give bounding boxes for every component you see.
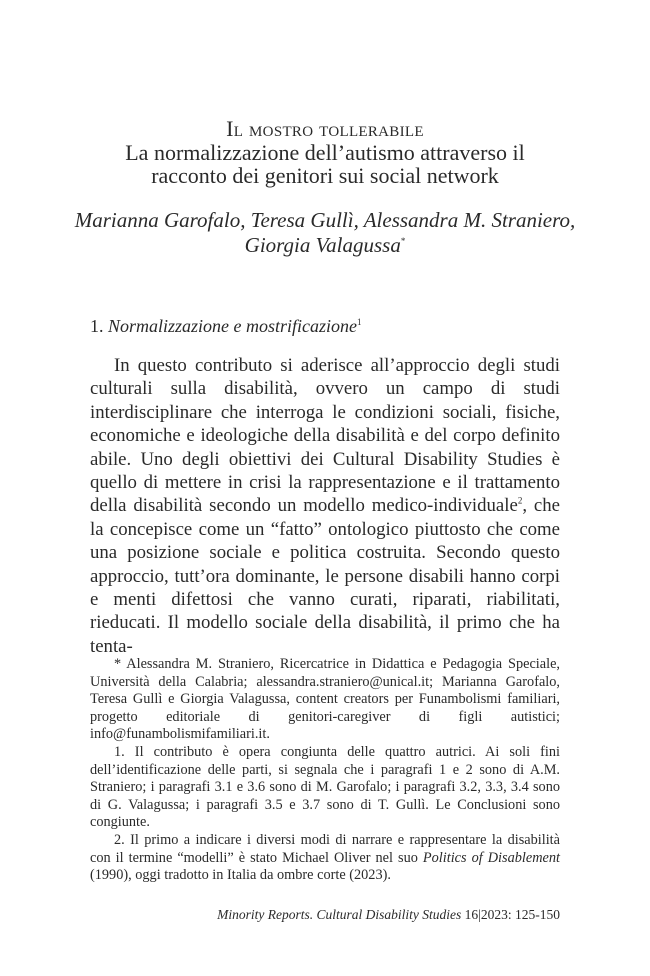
footnotes (90, 656, 560, 885)
body-footnote-mark: 2 (517, 496, 523, 507)
section-number: 1. (90, 316, 104, 336)
section-footnote-mark: 1 (357, 317, 362, 327)
footnote-author-affiliation: * Alessandra M. Straniero, Ricercatrice in Didattica e Pedagogia Speciale, Università della Calabria; alessandra.straniero@unical.it; Marianna Garofalo, Teresa Gullì e Giorgia Valagussa, content creators per Funambolismi familiari, progetto editoriale di genitori-caregiver di figli autistici; info@funambolismifamiliari.it. (90, 656, 560, 743)
author-list (0, 208, 650, 258)
authors-line-2 (0, 233, 650, 258)
section-title: Normalizzazione e mostrificazione (108, 316, 358, 336)
body-text-part-1: In questo contributo si aderisce all’approccio degli studi culturali sulla disabilità, ovvero un campo di studi interdisciplinare che interroga le condizioni sociali, fisiche, economiche e ideologiche della disabilità e del corpo definito abile. Uno degli obiettivi dei Cultural Disability Studies è quello di mettere in crisi la rappresentazione e il trattamento della disabilità secondo un modello medico-individuale (90, 355, 560, 517)
footnote-2-text-b: (1990), oggi tradotto in Italia da ombre corte (2023). (90, 867, 391, 884)
section-heading (90, 316, 362, 337)
article-subtitle-line-2: racconto dei genitori sui social network (151, 163, 499, 188)
footnote-1: 1. Il contributo è opera congiunta delle quattro autrici. Ai soli fini dell’identificazione delle parti, si segnala che i paragrafi 1 e 2 sono di A.M. Straniero; i paragrafi 3.1 e 3.6 sono di M. Garofalo; i paragrafi 3.2, 3.3, 3.4 sono di G. Valagussa; i paragrafi 3.5 e 3.7 sono di T. Gullì. Le Conclusioni sono congiunte. (90, 743, 560, 831)
body-paragraph (90, 354, 560, 658)
body-text-part-2: , che la concepisce come un “fatto” ontologico piuttosto che come una posizione sociale e politica costruita. Secondo questo approccio, tutt’ora dominante, le persone disabili hanno corpi e menti difettosi che vanno curati, riparati, riabilitati, rieducati. Il modello sociale della disabilità, il primo che ha tenta- (90, 495, 560, 657)
running-footer (217, 907, 560, 923)
title-block (0, 116, 650, 187)
body-text (90, 354, 560, 658)
author-name-last: Giorgia Valagussa (244, 233, 401, 257)
article-title: Il mostro tollerabile (226, 116, 424, 141)
authors-line-1: Marianna Garofalo, Teresa Gullì, Alessandra M. Straniero, (74, 208, 576, 232)
journal-issue-pages: 16|2023: 125-150 (464, 907, 560, 922)
author-footnote-mark: * (400, 236, 406, 246)
journal-name: Minority Reports. Cultural Disability Studies (217, 907, 462, 922)
footnote-2-book-title: Politics of Disablement (422, 849, 561, 866)
article-subtitle-line-1: La normalizzazione dell’autismo attraverso il (125, 140, 525, 165)
footnote-2 (90, 832, 560, 885)
footnote-2-text-a: 2. Il primo a indicare i diversi modi di narrare e rappresentare la disabilità con il termine “modelli” è stato Michael Oliver nel suo (90, 831, 560, 866)
